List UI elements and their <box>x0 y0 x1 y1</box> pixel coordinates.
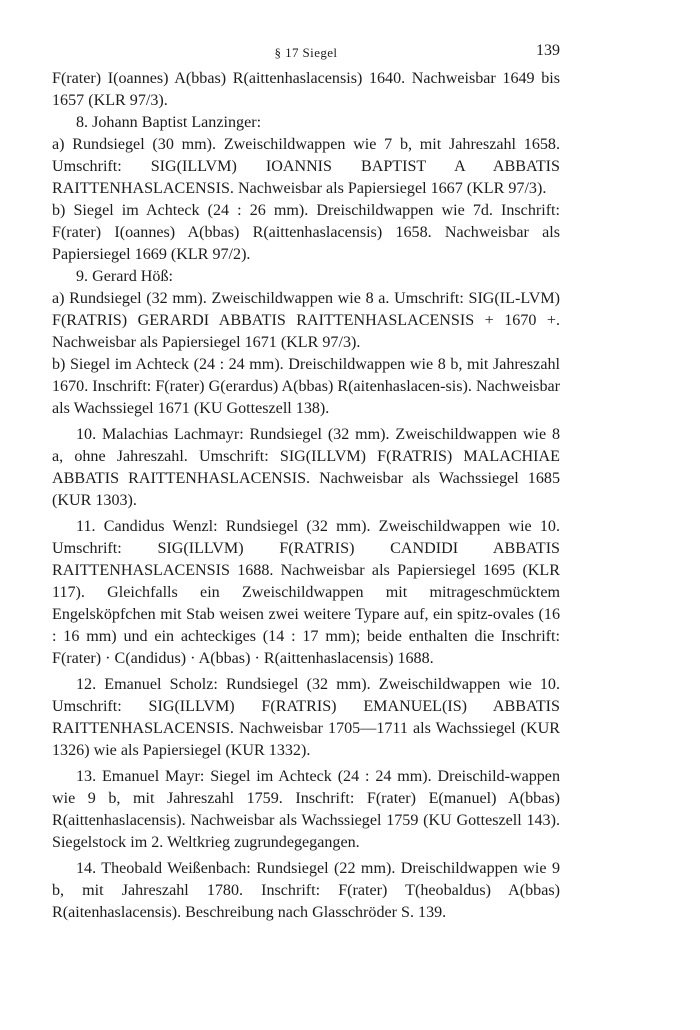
entry-10: 10. Malachias Lachmayr: Rundsiegel (32 mm). Zweischildwappen wie 8 a, ohne Jahreszahl. Umschrift: SIG(ILLVM) F(RATRIS) MALACHIAE ABBATIS RAITTENHASLACENSIS. Nachweisbar als Wachssiegel 1685 (KUR 1303). <box>52 426 560 509</box>
page-header <box>52 40 560 68</box>
page-number: 139 <box>536 42 560 59</box>
paragraph: b) Siegel im Achteck (24 : 26 mm). Dreischildwappen wie 7d. Inschrift: F(rater) I(oannes) A(bbas) R(aittenhaslacensis) 1658. Nachweisbar als Papiersiegel 1669 (KLR 97/2). <box>52 202 560 263</box>
entry-heading-8: 8. Johann Baptist Lanzinger: <box>76 114 262 131</box>
entry-14: 14. Theobald Weißenbach: Rundsiegel (22 mm). Dreischildwappen wie 9 b, mit Jahreszahl 1780. Inschrift: F(rater) T(heobaldus) A(bbas) R(aitenhaslacensis). Beschreibung nach Glasschröder S. 139. <box>52 860 560 921</box>
paragraph: a) Rundsiegel (30 mm). Zweischildwappen wie 7 b, mit Jahreszahl 1658. Umschrift: SIG(ILLVM) IOANNIS BAPTIST A ABBATIS RAITTENHASLACENSIS. Nachweisbar als Papiersiegel 1667 (KLR 97/3). <box>52 136 560 197</box>
entry-12: 12. Emanuel Scholz: Rundsiegel (32 mm). Zweischildwappen wie 10. Umschrift: SIG(ILLVM) F(RATRIS) EMANUEL(IS) ABBATIS RAITTENHASLACENSIS. Nachweisbar 1705—1711 als Wachssiegel (KUR 1326) wie als Papiersiegel (KUR 1332). <box>52 676 560 759</box>
book-page <box>52 40 560 924</box>
paragraph: a) Rundsiegel (32 mm). Zweischildwappen wie 8 a. Umschrift: SIG(IL-LVM) F(RATRIS) GERARDI ABBATIS RAITTENHASLACENSIS + 1670 +. Nachweisbar als Papiersiegel 1671 (KLR 97/3). <box>52 290 560 351</box>
paragraph: b) Siegel im Achteck (24 : 24 mm). Dreischildwappen wie 8 b, mit Jahreszahl 1670. Inschrift: F(rater) G(erardus) A(bbas) R(aitenhaslacen-sis). Nachweisbar als Wachssiegel 1671 (KU Gotteszell 138). <box>52 356 560 417</box>
entry-heading-9: 9. Gerard Höß: <box>76 268 173 285</box>
paragraph: F(rater) I(oannes) A(bbas) R(aittenhaslacensis) 1640. Nachweisbar 1649 bis 1657 (KLR 97/3). <box>52 70 560 109</box>
entry-11: 11. Candidus Wenzl: Rundsiegel (32 mm). Zweischildwappen wie 10. Umschrift: SIG(ILLVM) F(RATRIS) CANDIDI ABBATIS RAITTENHASLACENSIS 1688. Nachweisbar als Papiersiegel 1695 (KLR 117). Gleichfalls ein Zweischildwappen mit mitrageschmücktem Engelsköpfchen mit Stab weisen zwei weitere Typare auf, ein spitz-ovales (16 : 16 mm) und ein achteckiges (14 : 17 mm); beide enthalten die Inschrift: F(rater) · C(andidus) · A(bbas) · R(aittenhaslacensis) 1688. <box>52 518 560 667</box>
entry-13: 13. Emanuel Mayr: Siegel im Achteck (24 : 24 mm). Dreischild-wappen wie 9 b, mit Jahreszahl 1759. Inschrift: F(rater) E(manuel) A(bbas) R(aittenhaslacensis). Nachweisbar als Wachssiegel 1759 (KU Gotteszell 143). Siegelstock im 2. Weltkrieg zugrundegegangen. <box>52 768 560 851</box>
running-head: § 17 Siegel <box>274 45 338 60</box>
body-text <box>52 68 560 924</box>
